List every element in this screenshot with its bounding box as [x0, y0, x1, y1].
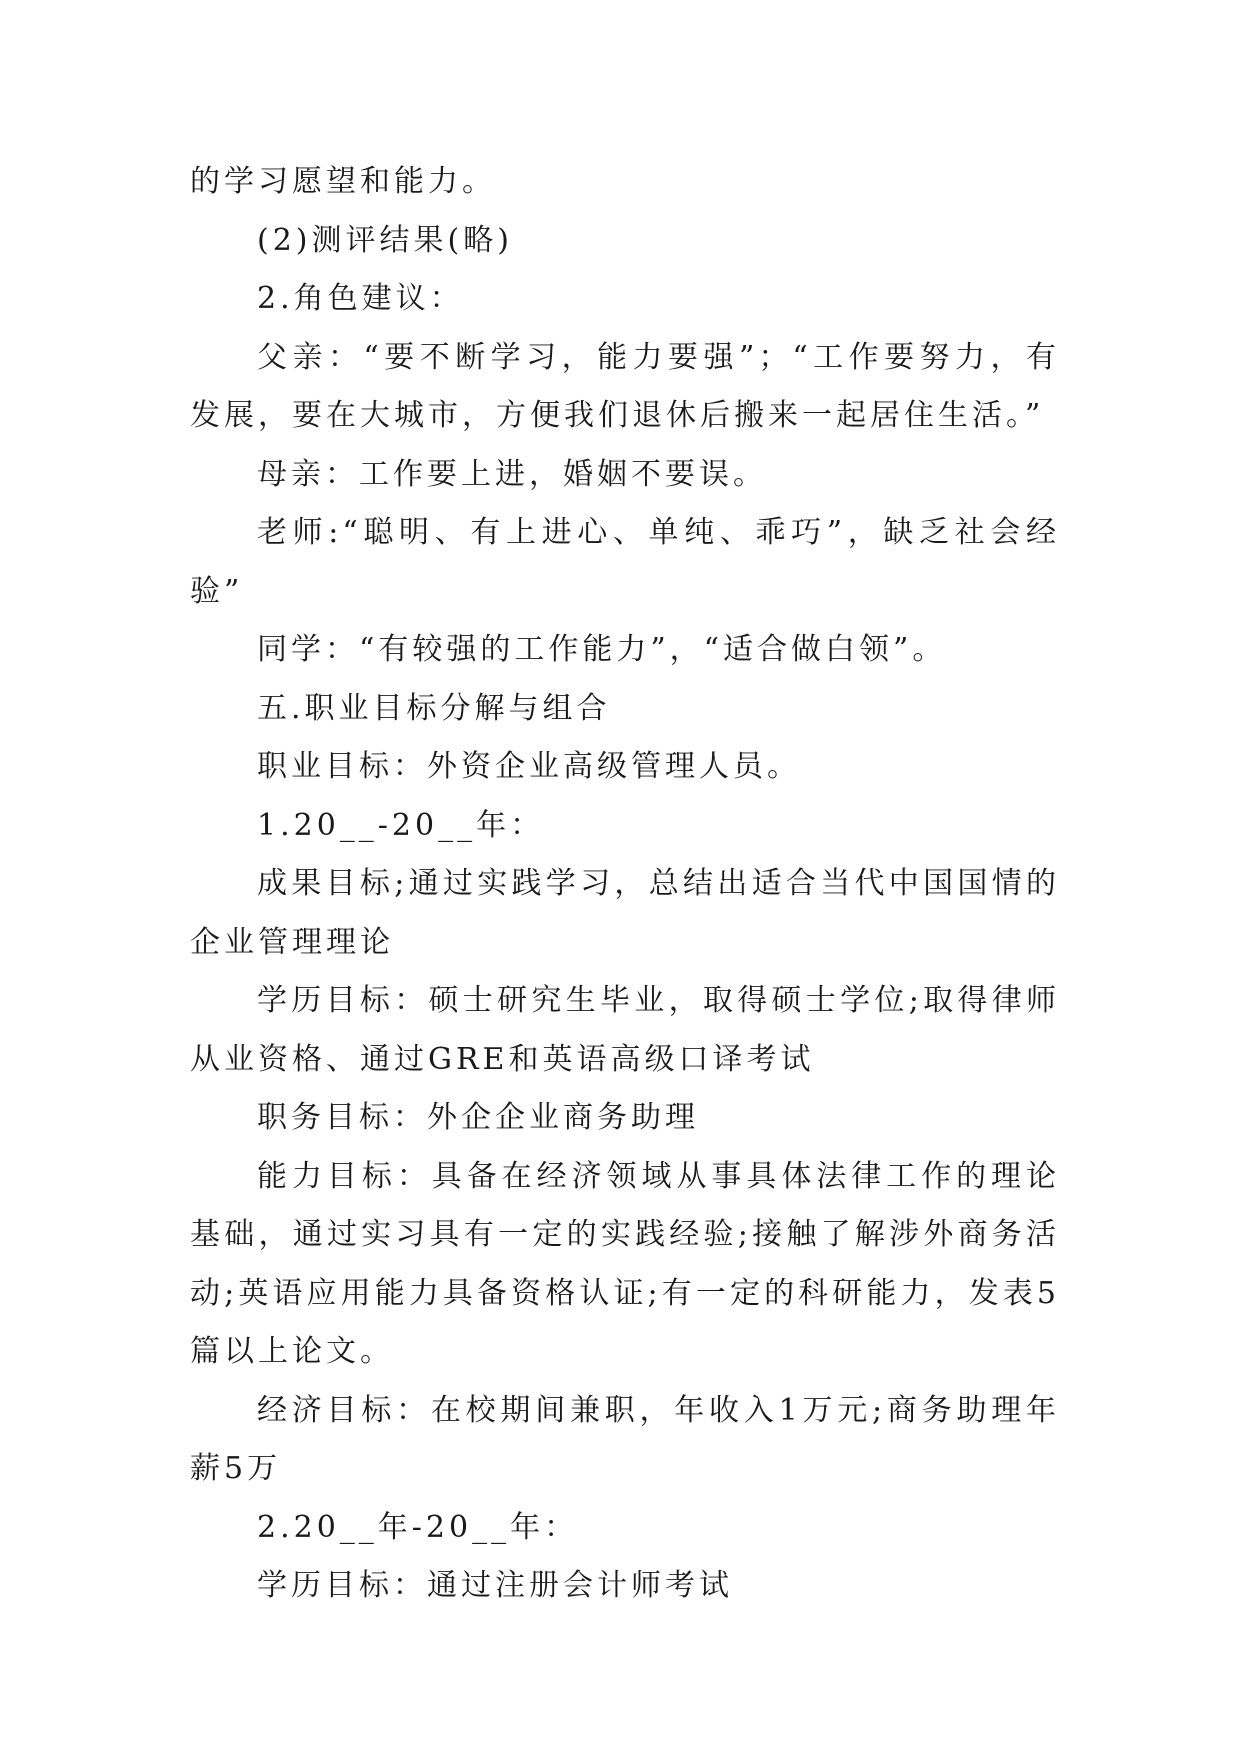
paragraph-position-goal: 职务目标：外企企业商务助理: [257, 1100, 699, 1135]
paragraph-education-goal: 学历目标：硕士研究生毕业，取得硕士学位;取得律师从业资格、通过GRE和英语高级口译考试: [190, 983, 1060, 1077]
paragraph-role-suggestion-heading: 2.角色建议：: [257, 281, 464, 316]
subheading-period-1: 1.20__-20__年：: [257, 807, 545, 843]
paragraph-economic-goal: 经济目标：在校期间兼职，年收入1万元;商务助理年薪5万: [190, 1392, 1060, 1486]
paragraph-father: 父亲：“要不断学习，能力要强”；“工作要努力，有发展，要在大城市，方便我们退休后搬来一起居住生活。”: [190, 339, 1060, 433]
section-heading-goal-breakdown: 五.职业目标分解与组合: [257, 690, 611, 726]
paragraph-assessment-result: (2)测评结果(略): [257, 222, 513, 258]
paragraph-education-goal-2: 学历目标：通过注册会计师考试: [257, 1568, 733, 1603]
paragraph-achievement-goal: 成果目标;通过实践学习，总结出适合当代中国国情的企业管理理论: [190, 866, 1060, 960]
paragraph-mother: 母亲：工作要上进，婚姻不要误。: [257, 456, 767, 492]
paragraph-career-goal: 职业目标：外资企业高级管理人员。: [257, 749, 801, 784]
document-body: [190, 153, 1060, 1616]
paragraph-classmate: 同学：“有较强的工作能力”，“适合做白领”。: [257, 632, 947, 667]
subheading-period-2: 2.20__年-20__年：: [257, 1509, 579, 1545]
paragraph-continuation: 的学习愿望和能力。: [190, 164, 496, 199]
paragraph-teacher: 老师:“聪明、有上进心、单纯、乖巧”，缺乏社会经验”: [190, 515, 1060, 609]
paragraph-ability-goal: 能力目标：具备在经济领域从事具体法律工作的理论基础，通过实习具有一定的实践经验;接触了解涉外商务活动;英语应用能力具备资格认证;有一定的科研能力，发表5篇以上论文。: [190, 1158, 1060, 1369]
